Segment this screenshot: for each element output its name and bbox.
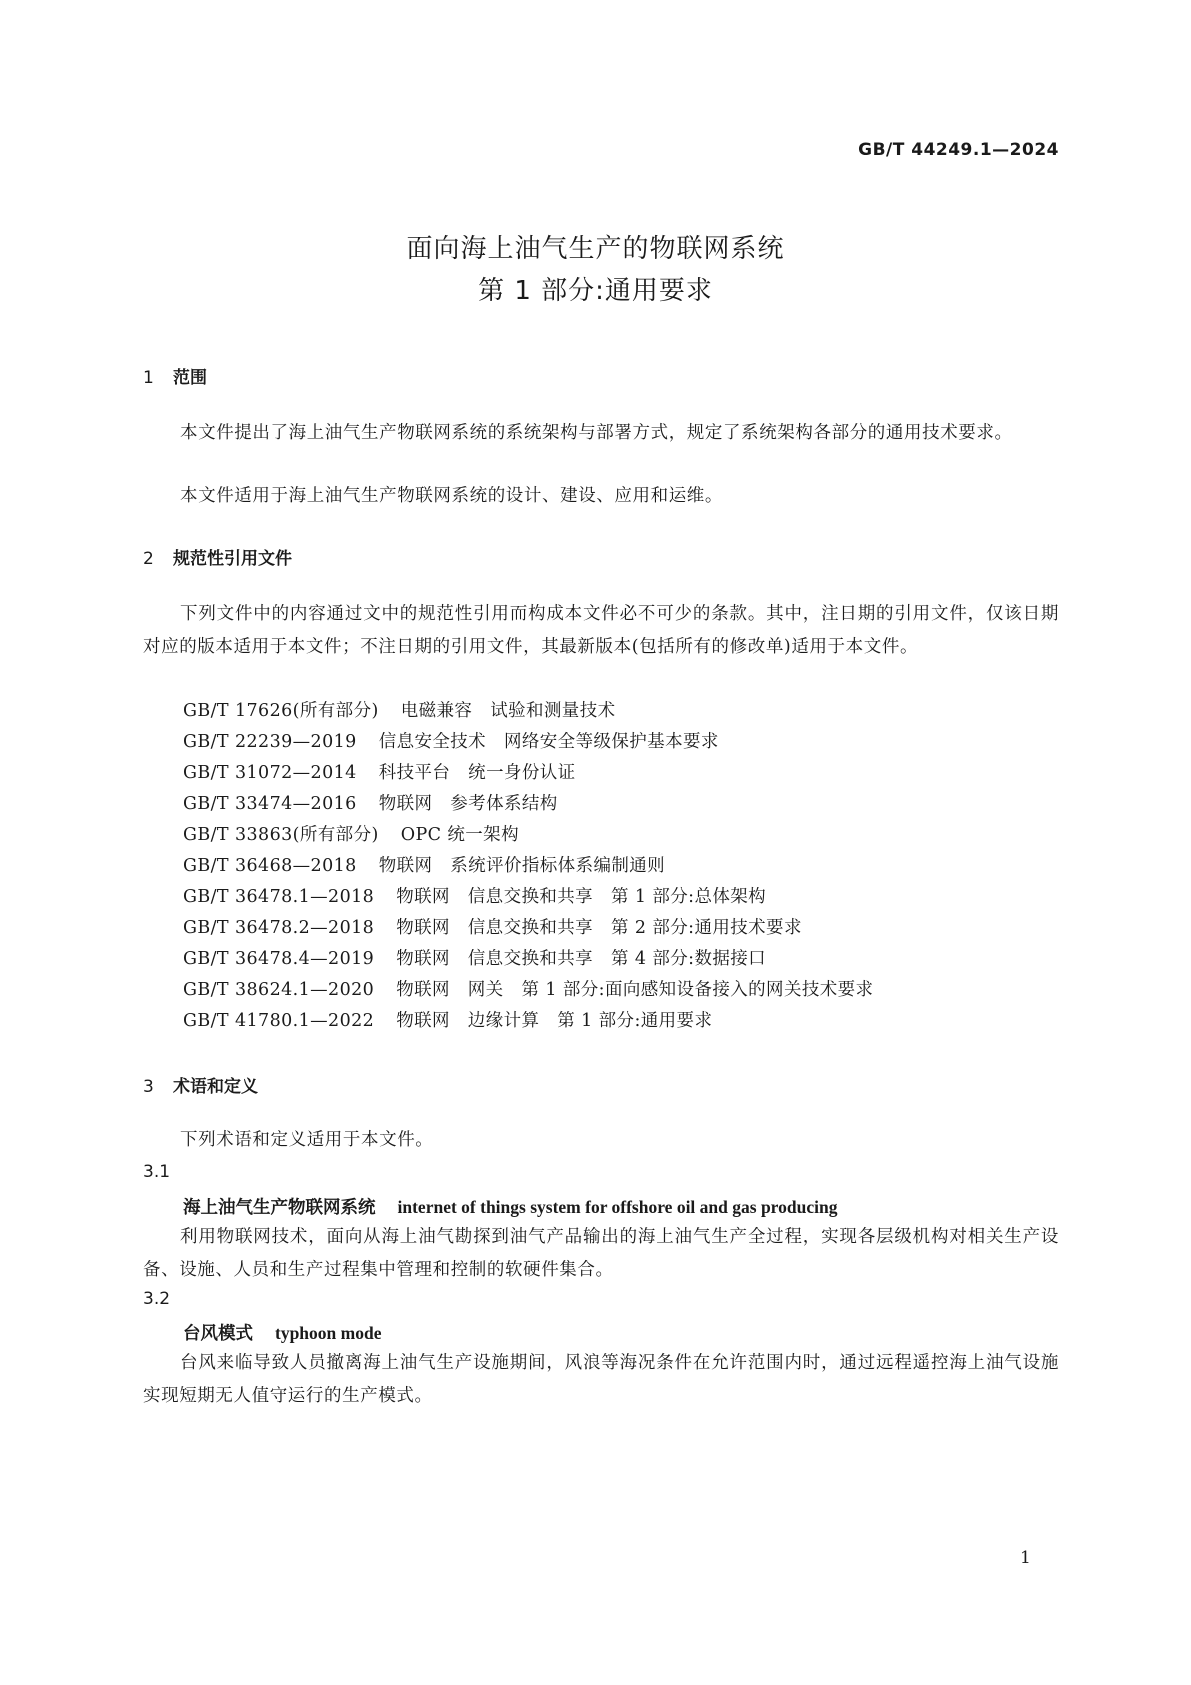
reference-code: GB/T 38624.1—2020: [183, 980, 375, 1000]
term-heading: [183, 1194, 837, 1219]
section-number: 2: [143, 549, 154, 569]
reference-item: [183, 697, 616, 722]
reference-item: [183, 945, 766, 970]
term-number: 3.2: [143, 1289, 171, 1309]
reference-title: 物联网 信息交换和共享 第 1 部分:总体架构: [396, 887, 767, 907]
section-title: 规范性引用文件: [173, 549, 292, 569]
reference-code: GB/T 33474—2016: [183, 794, 357, 814]
reference-title: 物联网 参考体系结构: [378, 794, 558, 814]
section-heading-normative-references: [143, 544, 292, 569]
references-intro-paragraph: 下列文件中的内容通过文中的规范性引用而构成本文件必不可少的条款。其中，注日期的引用文件，仅该日期对应的版本适用于本文件；不注日期的引用文件，其最新版本(包括所有的修改单)适用于本文件。: [143, 604, 1059, 657]
reference-code: GB/T 33863(所有部分): [183, 825, 379, 845]
reference-title: 科技平台 统一身份认证: [378, 763, 576, 783]
section-number: 3: [143, 1077, 154, 1097]
section-number: 1: [143, 368, 154, 388]
reference-item: [183, 728, 719, 753]
reference-title: OPC 统一架构: [400, 825, 519, 845]
reference-title: 物联网 信息交换和共享 第 4 部分:数据接口: [396, 949, 767, 969]
section-title: 范围: [173, 368, 207, 388]
term-number: 3.1: [143, 1162, 171, 1182]
reference-item: [183, 759, 576, 784]
reference-code: GB/T 17626(所有部分): [183, 701, 379, 721]
reference-code: GB/T 36468—2018: [183, 856, 357, 876]
reference-title: 信息安全技术 网络安全等级保护基本要求: [378, 732, 719, 752]
term-chinese: 海上油气生产物联网系统: [183, 1198, 376, 1218]
document-title-line2: 第 1 部分:通用要求: [478, 276, 713, 306]
page-number: 1: [1020, 1548, 1031, 1568]
section-title: 术语和定义: [173, 1077, 258, 1097]
document-title-line1: 面向海上油气生产的物联网系统: [406, 234, 785, 264]
reference-title: 电磁兼容 试验和测量技术: [400, 701, 616, 721]
term-english: typhoon mode: [275, 1323, 382, 1343]
reference-item: [183, 821, 519, 846]
term-definition: 台风来临导致人员撤离海上油气生产设施期间，风浪等海况条件在允许范围内时，通过远程遥控海上油气设施实现短期无人值守运行的生产模式。: [143, 1353, 1059, 1406]
reference-title: 物联网 信息交换和共享 第 2 部分:通用技术要求: [396, 918, 802, 938]
section-heading-scope: [143, 363, 207, 388]
reference-item: [183, 976, 873, 1001]
standard-number: GB/T 44249.1—2024: [858, 140, 1059, 160]
term-chinese: 台风模式: [183, 1324, 253, 1344]
reference-code: GB/T 31072—2014: [183, 763, 357, 783]
reference-item: [183, 852, 665, 877]
reference-title: 物联网 系统评价指标体系编制通则: [378, 856, 666, 876]
terms-intro-paragraph: 下列术语和定义适用于本文件。: [180, 1130, 434, 1150]
reference-item: [183, 790, 558, 815]
reference-code: GB/T 36478.4—2019: [183, 949, 375, 969]
reference-item: [183, 1007, 712, 1032]
reference-code: GB/T 41780.1—2022: [183, 1011, 375, 1031]
reference-code: GB/T 36478.1—2018: [183, 887, 375, 907]
reference-code: GB/T 36478.2—2018: [183, 918, 375, 938]
reference-item: [183, 883, 766, 908]
scope-paragraph-2: 本文件适用于海上油气生产物联网系统的设计、建设、应用和运维。: [180, 486, 723, 506]
term-definition: 利用物联网技术，面向从海上油气勘探到油气产品输出的海上油气生产全过程，实现各层级机构对相关生产设备、设施、人员和生产过程集中管理和控制的软硬件集合。: [143, 1227, 1059, 1280]
reference-item: [183, 914, 802, 939]
reference-code: GB/T 22239—2019: [183, 732, 357, 752]
reference-title: 物联网 网关 第 1 部分:面向感知设备接入的网关技术要求: [396, 980, 874, 1000]
section-heading-terms-and-definitions: [143, 1072, 258, 1097]
reference-title: 物联网 边缘计算 第 1 部分:通用要求: [396, 1011, 713, 1031]
term-heading: [183, 1320, 381, 1345]
term-english: internet of things system for offshore oil and gas producing: [397, 1197, 838, 1217]
scope-paragraph-1: 本文件提出了海上油气生产物联网系统的系统架构与部署方式，规定了系统架构各部分的通用技术要求。: [180, 423, 1013, 443]
